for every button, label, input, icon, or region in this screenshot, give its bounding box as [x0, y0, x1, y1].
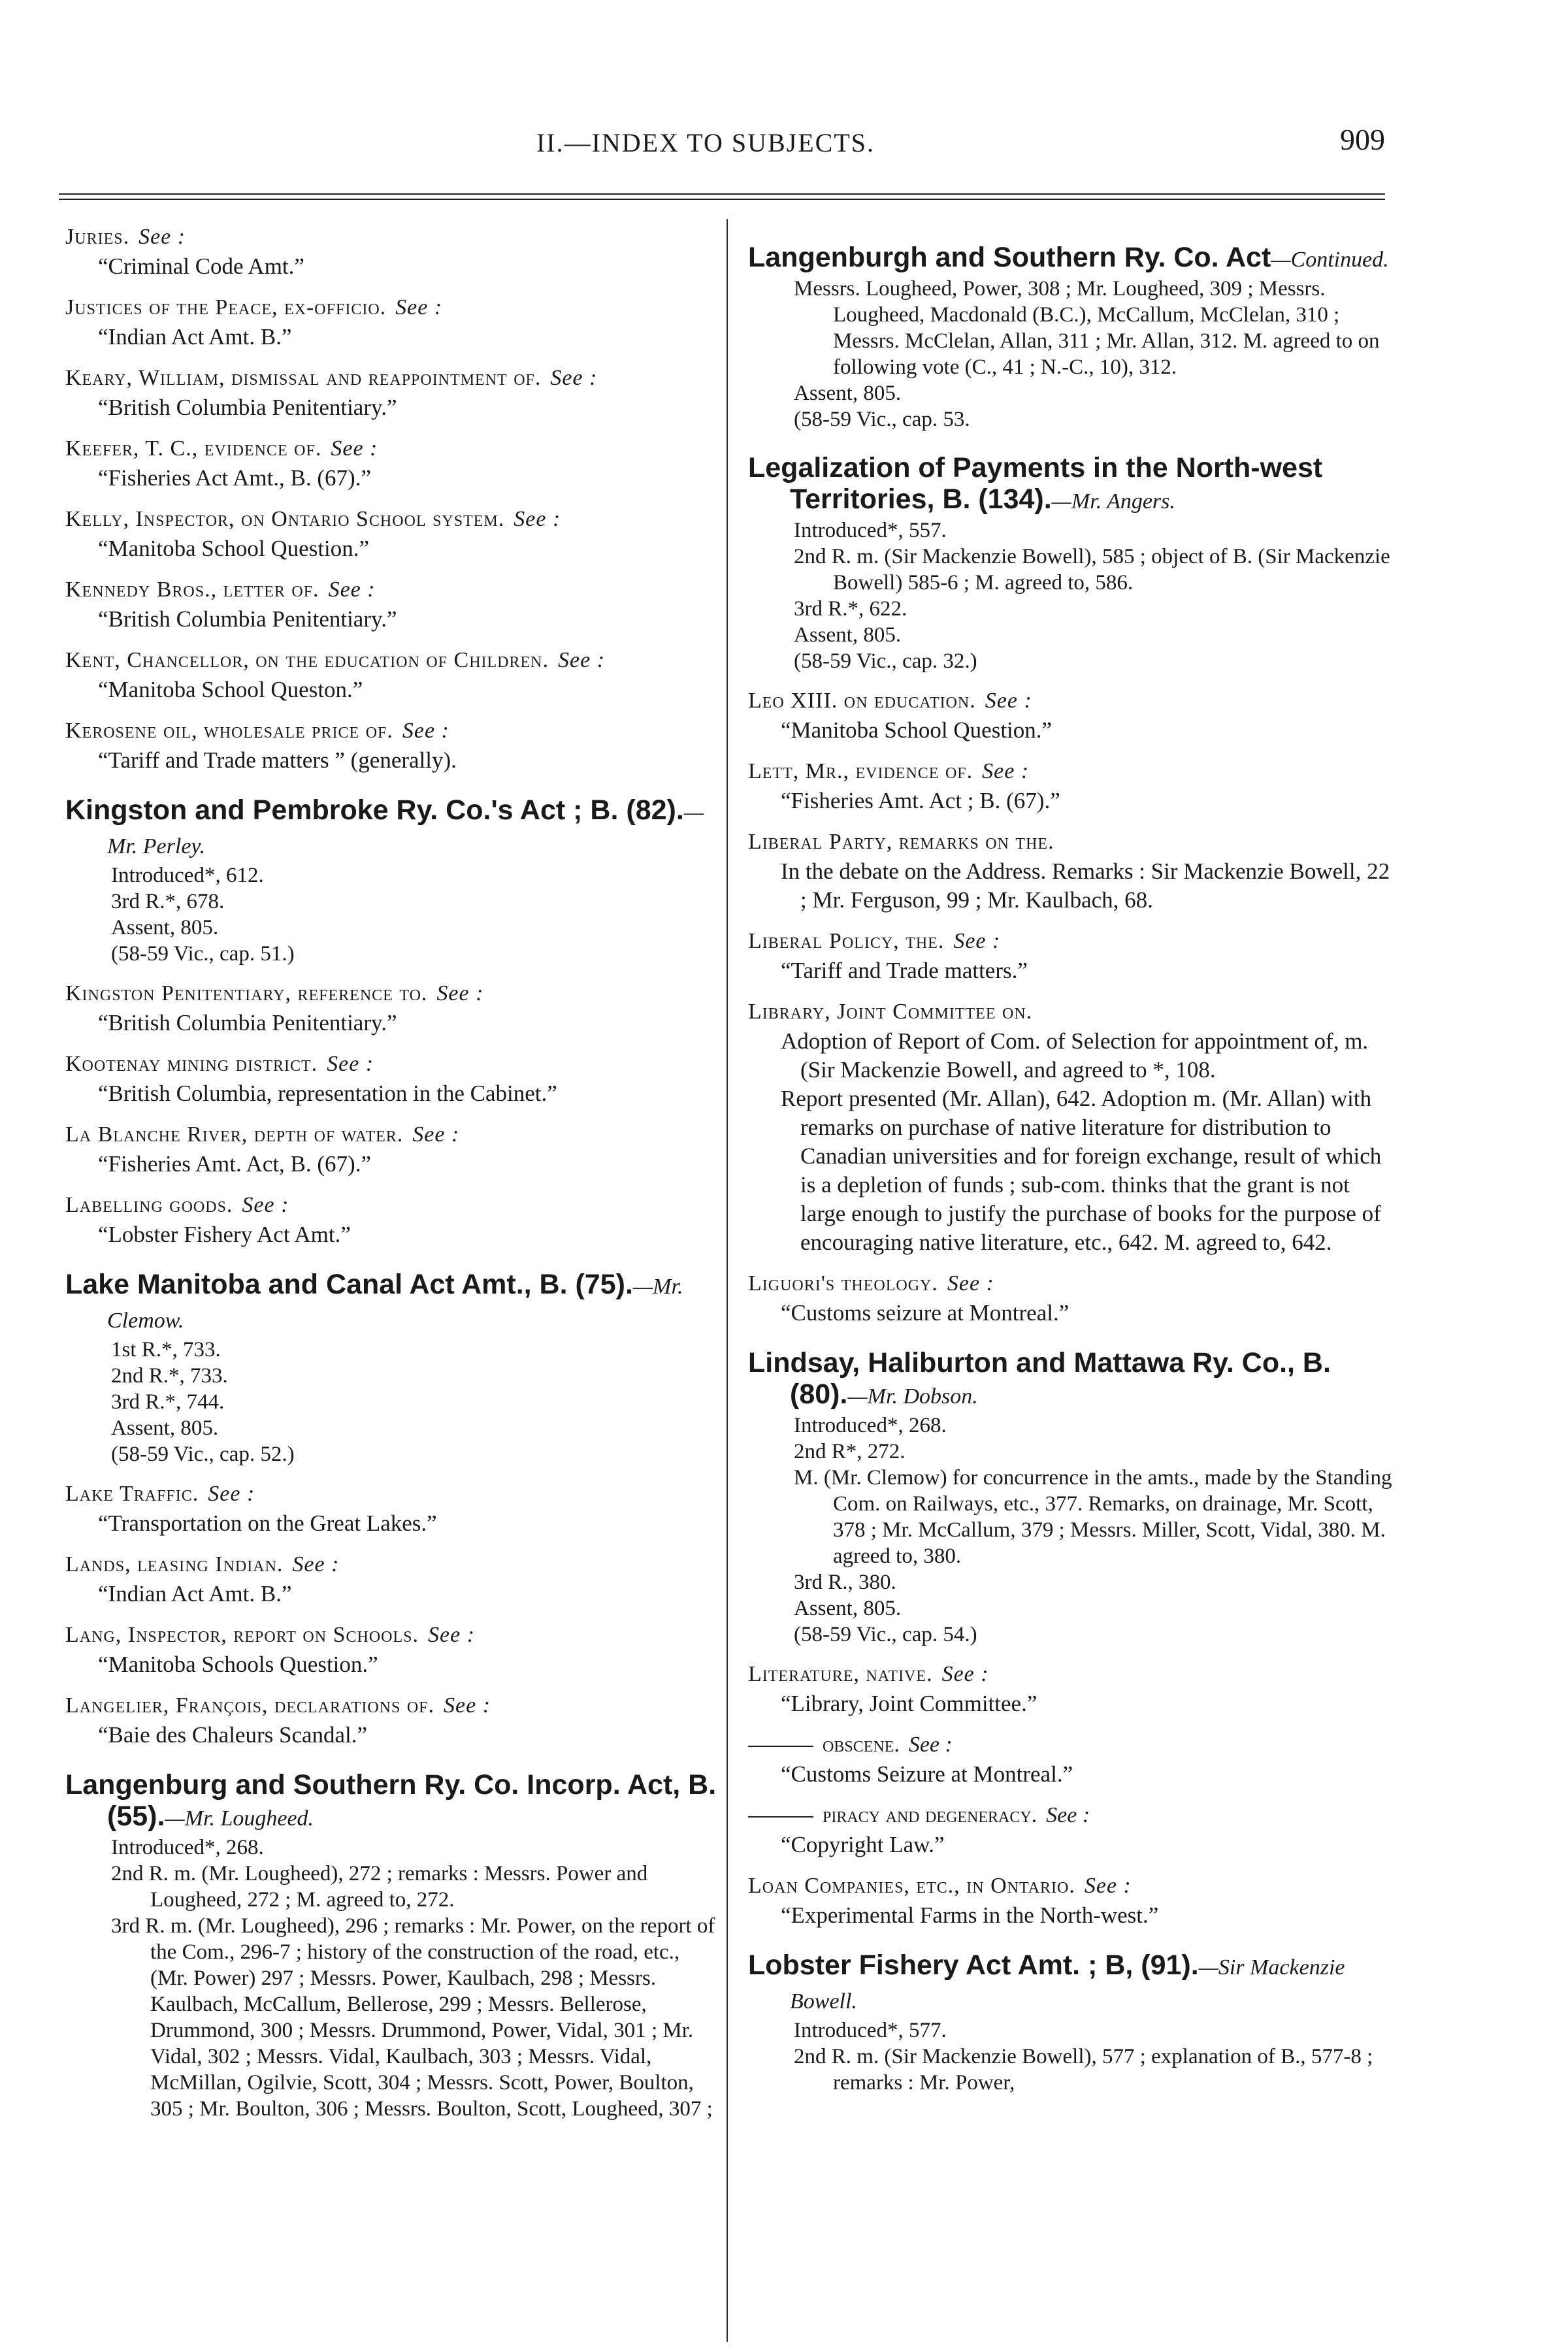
bill-heading [748, 452, 1395, 517]
index-entry [748, 1730, 1395, 1789]
bill-proceeding: 1st R.*, 733. [111, 1338, 221, 1362]
index-entry [65, 1479, 719, 1538]
entry-subject: Lang, Inspector, report on Schools. [65, 1623, 419, 1647]
bill-heading [65, 1269, 719, 1337]
entry-subject: obscene. [823, 1733, 900, 1757]
bill-proceeding: 3rd R.*, 622. [794, 597, 907, 621]
see-reference-label: See : [985, 689, 1032, 713]
see-reference-label: See : [395, 295, 443, 319]
entry-subject: Lake Traffic. [65, 1482, 199, 1506]
bill-proceeding: Assent, 805. [111, 1416, 219, 1440]
entry-subject: piracy and degeneracy. [823, 1803, 1037, 1827]
bill-proceeding: (58-59 Vic., cap. 51.) [111, 942, 295, 966]
index-entry [748, 1949, 1395, 2096]
index-entry [65, 716, 719, 775]
entry-subject: Kelly, Inspector, on Ontario School system. [65, 507, 505, 531]
cross-reference: “Fisheries Act Amt., B. (67).” [98, 465, 372, 491]
index-entry [748, 1269, 1395, 1328]
bill-sponsor: —Mr. Dobson. [847, 1384, 978, 1409]
entry-heading [65, 293, 719, 323]
header-rule-double [59, 199, 1385, 200]
index-entry [748, 452, 1395, 674]
index-entry [65, 434, 719, 493]
index-entry [748, 827, 1395, 915]
cross-reference: “Fisheries Amt. Act ; B. (67).” [781, 788, 1060, 813]
bill-sponsor: —Mr. Angers. [1051, 489, 1175, 514]
see-reference-label: See : [242, 1193, 289, 1217]
bill-proceeding: 2nd R. m. (Sir Mackenzie Bowell), 585 ; object of B. (Sir Mackenzie Bowell) 585-6 ; M. agreed to, 586. [794, 545, 1390, 595]
cross-reference: “Tariff and Trade matters ” (generally). [98, 747, 457, 773]
page-number: 909 [1340, 123, 1385, 156]
see-reference-label: See : [947, 1271, 994, 1296]
index-entry [748, 997, 1395, 1257]
cross-reference: In the debate on the Address. Remarks : Sir Mackenzie Bowell, 22 ; Mr. Ferguson, 99 ; Mr. Kaulbach, 68. [781, 858, 1390, 913]
index-entry [65, 1691, 719, 1750]
entry-heading [748, 686, 1395, 716]
bill-sponsor: —Mr. Lougheed. [165, 1806, 314, 1831]
entry-heading [748, 1659, 1395, 1689]
see-reference-label: See : [328, 578, 376, 602]
bill-heading [748, 242, 1395, 276]
entry-subject: Labelling goods. [65, 1193, 233, 1217]
index-entry [65, 575, 719, 634]
bill-proceeding: Introduced*, 612. [111, 864, 264, 887]
entry-heading [748, 1801, 1395, 1831]
column-divider [727, 219, 728, 2342]
bill-title: Kingston and Pembroke Ry. Co.'s Act ; B. (82). [65, 794, 684, 826]
bill-sponsor: —Sir Mackenzie Bowell. [790, 1955, 1345, 2014]
entry-subject: Juries. [65, 225, 130, 249]
see-reference-label: See : [514, 507, 561, 531]
entry-heading [748, 1730, 1395, 1760]
bill-proceeding: 3rd R.*, 744. [111, 1390, 225, 1414]
bill-proceeding: Assent, 805. [794, 382, 902, 405]
cross-reference: “Criminal Code Amt.” [98, 253, 304, 279]
see-reference-label: See : [436, 981, 484, 1005]
index-entry [65, 1620, 719, 1679]
entry-subject: Kerosene oil, wholesale price of. [65, 719, 393, 743]
see-reference-label: See : [550, 366, 598, 390]
entry-heading [65, 363, 719, 393]
entry-subject: Kennedy Bros., letter of. [65, 578, 319, 602]
cross-reference: “Copyright Law.” [781, 1832, 945, 1857]
bill-title: Legalization of Payments in the North-west Territories, B. (134). [748, 452, 1323, 515]
index-entry [65, 1190, 719, 1249]
running-title: II.—INDEX TO SUBJECTS. [536, 128, 875, 157]
entry-heading [65, 575, 719, 605]
index-entry [65, 1550, 719, 1608]
entry-subject: La Blanche River, depth of water. [65, 1122, 404, 1147]
cross-reference: “Indian Act Amt. B.” [98, 1581, 292, 1606]
index-entry [748, 1659, 1395, 1718]
see-reference-label: See : [292, 1552, 340, 1576]
see-reference-label: See : [908, 1733, 953, 1757]
bill-proceeding: (58-59 Vic., cap. 54.) [794, 1623, 977, 1646]
see-reference-label: See : [1084, 1874, 1132, 1898]
cross-reference: “British Columbia Penitentiary.” [98, 395, 397, 420]
see-reference-label: See : [1046, 1803, 1090, 1827]
index-entry [65, 222, 719, 281]
entry-subject: Lands, leasing Indian. [65, 1552, 284, 1576]
cross-reference: Report presented (Mr. Allan), 642. Adoption m. (Mr. Allan) with remarks on purchase of native literature for distribution to Canadian universities and for foreign exchange, result of which is a depletion of funds ; sub-com. thinks that the grant is not large enough to justify the purchase of books for the purpose of encouraging native literature, etc., 642. M. agreed to, 642. [781, 1086, 1382, 1255]
entry-heading [65, 645, 719, 676]
see-reference-label: See : [982, 759, 1030, 783]
bill-proceeding: Introduced*, 268. [111, 1836, 264, 1859]
see-reference-label: See : [412, 1122, 460, 1147]
bill-proceeding: 2nd R. m. (Sir Mackenzie Bowell), 577 ; explanation of B., 577-8 ; remarks : Mr. Power, [794, 2045, 1373, 2095]
cross-reference: “British Columbia, representation in the Cabinet.” [98, 1081, 557, 1106]
entry-subject: Liguori's theology. [748, 1271, 938, 1296]
bill-proceeding: Introduced*, 577. [794, 2019, 947, 2042]
see-reference-label: See : [558, 648, 606, 672]
cross-reference: “Lobster Fishery Act Amt.” [98, 1222, 351, 1247]
see-reference-label: See : [402, 719, 449, 743]
see-reference-label: See : [208, 1482, 255, 1506]
bill-proceeding: 2nd R*, 272. [794, 1440, 906, 1463]
entry-subject: Kingston Penitentiary, reference to. [65, 981, 428, 1005]
ditto-dash [748, 1816, 813, 1818]
see-reference-label: See : [444, 1693, 491, 1718]
entry-heading [65, 1049, 719, 1079]
bill-title: Lindsay, Haliburton and Mattawa Ry. Co., B. (80). [748, 1347, 1331, 1410]
cross-reference: Adoption of Report of Com. of Selection for appointment of, m. (Sir Mackenzie Bowell, and agreed to *, 108. [781, 1028, 1369, 1083]
bill-title: Langenburgh and Southern Ry. Co. Act [748, 242, 1271, 273]
entry-heading [748, 1269, 1395, 1299]
bill-proceeding: 3rd R.*, 678. [111, 890, 225, 913]
bill-proceeding: Assent, 805. [111, 916, 219, 939]
see-reference-label: See : [139, 225, 186, 249]
entry-heading [748, 997, 1395, 1027]
bill-heading [748, 1347, 1395, 1412]
bill-title: Lobster Fishery Act Amt. ; B, (91). [748, 1949, 1199, 1981]
bill-proceeding: Introduced*, 268. [794, 1414, 947, 1437]
cross-reference: “Customs Seizure at Montreal.” [781, 1761, 1073, 1787]
bill-proceeding: Assent, 805. [794, 623, 902, 647]
index-entry [65, 363, 719, 422]
cross-reference: “Tariff and Trade matters.” [781, 958, 1028, 983]
entry-subject: Keary, William, dismissal and reappointment of. [65, 366, 542, 390]
entry-heading [748, 926, 1395, 956]
entry-heading [65, 1120, 719, 1150]
entry-subject: Kent, Chancellor, on the education of Children. [65, 648, 549, 672]
entry-heading [65, 1190, 719, 1220]
left-column [65, 222, 719, 2134]
index-entry [65, 1769, 719, 2122]
cross-reference: “Manitoba School Question.” [781, 717, 1053, 743]
entry-subject: Liberal Party, remarks on the. [748, 830, 1054, 854]
entry-heading [65, 222, 719, 252]
entry-subject: Langelier, François, declarations of. [65, 1693, 435, 1718]
index-entry [65, 1049, 719, 1108]
cross-reference: “Manitoba Schools Question.” [98, 1652, 378, 1677]
bill-title: Langenburg and Southern Ry. Co. Incorp. Act, B. (55). [65, 1769, 717, 1832]
index-entry [65, 979, 719, 1037]
index-entry [65, 293, 719, 351]
bill-heading [748, 1949, 1395, 2017]
bill-sponsor: —Continued. [1271, 248, 1389, 272]
entry-heading [65, 504, 719, 534]
entry-subject: Leo XIII. on education. [748, 689, 976, 713]
page-header [0, 121, 1568, 173]
index-entry [748, 686, 1395, 745]
bill-heading [65, 1769, 719, 1834]
index-entry [748, 1347, 1395, 1648]
cross-reference: “Manitoba School Question.” [98, 536, 370, 561]
index-entry [65, 1120, 719, 1179]
entry-subject: Literature, native. [748, 1662, 933, 1686]
bill-proceeding: M. (Mr. Clemow) for concurrence in the amts., made by the Standing Com. on Railways, etc., 377. Remarks, on drainage, Mr. Scott, 378 ; Mr. McCallum, 379 ; Messrs. Miller, Scott, Vidal, 380. M. agreed to, 380. [794, 1466, 1392, 1568]
bill-proceeding: Messrs. Lougheed, Power, 308 ; Mr. Lougheed, 309 ; Messrs. Lougheed, Macdonald (B.C.), McCallum, McClelan, 310 ; Messrs. McClelan, Allan, 311 ; Mr. Allan, 312. M. agreed to on following vote (C., 41 ; N.-C., 10), 312. [794, 277, 1380, 379]
entry-subject: Lett, Mr., evidence of. [748, 759, 973, 783]
bill-sponsor: —Mr. Clemow. [107, 1275, 683, 1333]
entry-subject: Keefer, T. C., evidence of. [65, 436, 322, 461]
index-entry [65, 645, 719, 704]
bill-sponsor: —Mr. Perley. [107, 800, 704, 858]
ditto-dash [748, 1746, 813, 1747]
entry-heading [748, 827, 1395, 857]
index-entry [65, 794, 719, 967]
index-entry [748, 1871, 1395, 1930]
see-reference-label: See : [327, 1052, 374, 1076]
entry-subject: Loan Companies, etc., in Ontario. [748, 1874, 1075, 1898]
index-entry [748, 1801, 1395, 1859]
entry-subject: Kootenay mining district. [65, 1052, 318, 1076]
see-reference-label: See : [953, 929, 1001, 953]
see-reference-label: See : [428, 1623, 476, 1647]
cross-reference: “Indian Act Amt. B.” [98, 324, 292, 350]
cross-reference: “Customs seizure at Montreal.” [781, 1300, 1070, 1326]
index-entry [748, 926, 1395, 985]
entry-subject: Justices of the Peace, ex-officio. [65, 295, 387, 319]
bill-proceeding: 2nd R.*, 733. [111, 1364, 228, 1388]
entry-heading [748, 757, 1395, 787]
entry-subject: Liberal Policy, the. [748, 929, 945, 953]
cross-reference: “Transportation on the Great Lakes.” [98, 1510, 437, 1536]
right-column [748, 222, 1395, 2108]
see-reference-label: See : [331, 436, 378, 461]
cross-reference: “Baie des Chaleurs Scandal.” [98, 1722, 368, 1748]
entry-subject: Library, Joint Committee on. [748, 1000, 1033, 1024]
bill-proceeding: 3rd R. m. (Mr. Lougheed), 296 ; remarks : Mr. Power, on the report of the Com., 296-7 ; history of the construction of the road, etc., (Mr. Power) 297 ; Messrs. Power, Kaulbach, 298 ; Messrs. Kaulbach, McCallum, Bellerose, 299 ; Messrs. Bellerose, Drummond, 300 ; Messrs. Drummond, Power, Vidal, 301 ; Mr. Vidal, 302 ; Messrs. Vidal, Kaulbach, 303 ; Messrs. Vidal, McMillan, Ogilvie, Scott, 304 ; Messrs. Scott, Power, Boulton, 305 ; Mr. Boulton, 306 ; Messrs. Boulton, Scott, Lougheed, 307 ; [111, 1914, 715, 2121]
bill-proceeding: 2nd R. m. (Mr. Lougheed), 272 ; remarks : Messrs. Power and Lougheed, 272 ; M. agreed to, 272. [111, 1862, 648, 1912]
bill-proceeding: Assent, 805. [794, 1597, 902, 1620]
entry-heading [65, 1550, 719, 1580]
bill-proceeding: (58-59 Vic., cap. 32.) [794, 649, 977, 673]
cross-reference: “British Columbia Penitentiary.” [98, 606, 397, 632]
cross-reference: “British Columbia Penitentiary.” [98, 1010, 397, 1035]
index-entry [65, 504, 719, 563]
index-entry [65, 1269, 719, 1467]
header-rule [59, 193, 1385, 195]
bill-proceeding: 3rd R., 380. [794, 1571, 896, 1594]
bill-proceeding: (58-59 Vic., cap. 53. [794, 408, 970, 431]
entry-heading [65, 1620, 719, 1650]
see-reference-label: See : [941, 1662, 989, 1686]
cross-reference: “Fisheries Amt. Act, B. (67).” [98, 1151, 372, 1177]
cross-reference: “Library, Joint Committee.” [781, 1691, 1037, 1716]
cross-reference: “Manitoba School Queston.” [98, 677, 363, 702]
index-entry [748, 757, 1395, 815]
index-entry [748, 242, 1395, 432]
entry-heading [65, 979, 719, 1009]
bill-proceeding: Introduced*, 557. [794, 519, 947, 542]
bill-title: Lake Manitoba and Canal Act Amt., B. (75). [65, 1269, 633, 1300]
entry-heading [748, 1871, 1395, 1901]
bill-heading [65, 794, 719, 862]
cross-reference: “Experimental Farms in the North-west.” [781, 1902, 1159, 1928]
entry-heading [65, 716, 719, 746]
entry-heading [65, 1691, 719, 1721]
entry-heading [65, 434, 719, 464]
entry-heading [65, 1479, 719, 1509]
bill-proceeding: (58-59 Vic., cap. 52.) [111, 1443, 295, 1466]
